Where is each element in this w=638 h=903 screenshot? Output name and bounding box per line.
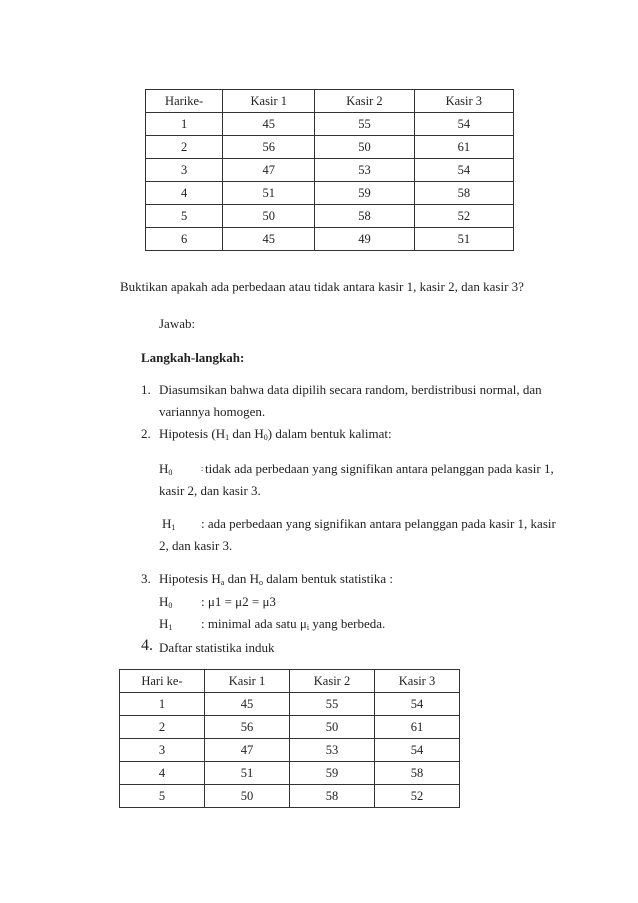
table-cell: 56 (223, 136, 315, 159)
table-row (146, 113, 514, 136)
table-row (120, 693, 460, 716)
stat-h0-text: : μ1 = μ2 = μ3 (201, 594, 276, 609)
table-cell: 52 (375, 785, 460, 808)
table-cell: 51 (414, 228, 513, 251)
table-cell: 61 (375, 716, 460, 739)
table-cell: 6 (146, 228, 223, 251)
table-cell: 5 (146, 205, 223, 228)
column-header: Harike- (146, 90, 223, 113)
table-row (146, 159, 514, 182)
table-cell: 59 (290, 762, 375, 785)
h0-symbol: $H_0$ (159, 461, 173, 477)
steps-heading: Langkah-langkah: (141, 350, 245, 365)
step-3-label-c: dalam bentuk statistika : (262, 571, 393, 586)
column-header: Kasir 2 (290, 670, 375, 693)
step-2-label-b: dan H (229, 426, 264, 441)
table-cell: 1 (120, 693, 205, 716)
data-table-1 (145, 89, 514, 251)
table-cell: 58 (290, 785, 375, 808)
table-cell: 49 (315, 228, 414, 251)
table-cell: 50 (290, 716, 375, 739)
h0-sentence-line-2: kasir 2, dan kasir 3. (159, 483, 261, 498)
table-cell: 53 (290, 739, 375, 762)
question-text: Buktikan apakah ada perbedaan atau tidak antara kasir 1, kasir 2, dan kasir 3? (120, 279, 524, 294)
step-number: 1. (141, 382, 151, 397)
step-3-label-a: Hipotesis H (159, 571, 221, 586)
table-cell: 53 (315, 159, 414, 182)
table-row (146, 228, 514, 251)
h0-colon: : (201, 464, 204, 473)
table-cell: 58 (414, 182, 513, 205)
h1-sentence-line-1: : ada perbedaan yang signifikan antara pelanggan pada kasir 1, kasir (201, 516, 556, 531)
table-cell: 47 (205, 739, 290, 762)
step-number: 3. (141, 571, 151, 586)
table-cell: 58 (315, 205, 414, 228)
table-cell: 50 (223, 205, 315, 228)
table-row (146, 182, 514, 205)
step-2-sub-1: 1 (225, 433, 230, 442)
table-cell: 56 (205, 716, 290, 739)
table-cell: 51 (205, 762, 290, 785)
table-row (146, 205, 514, 228)
step-2-label-c: ) dalam bentuk kalimat: (267, 426, 392, 441)
table-row (120, 762, 460, 785)
column-header: Hari ke- (120, 670, 205, 693)
table-cell: 54 (414, 159, 513, 182)
table-cell: 3 (146, 159, 223, 182)
table-row (120, 739, 460, 762)
table-cell: 50 (315, 136, 414, 159)
table-cell: 58 (375, 762, 460, 785)
table-header-row (120, 670, 460, 693)
table-cell: 54 (375, 739, 460, 762)
table-cell: 4 (120, 762, 205, 785)
table-row (146, 136, 514, 159)
step-2-label-a: Hipotesis (H (159, 426, 226, 441)
stat-h1-text: : minimal ada satu $\mu_i$ yang berbeda. (201, 616, 386, 632)
table-cell: 45 (223, 228, 315, 251)
table-cell: 1 (146, 113, 223, 136)
step-number: 2. (141, 426, 151, 441)
table-cell: 45 (223, 113, 315, 136)
table-cell: 2 (146, 136, 223, 159)
column-header: Kasir 3 (414, 90, 513, 113)
table-cell: 45 (205, 693, 290, 716)
stat-h1-symbol: $H_1$ (159, 616, 173, 632)
step-1-line-2: variannya homogen. (159, 404, 266, 419)
column-header: Kasir 1 (205, 670, 290, 693)
table-cell: 5 (120, 785, 205, 808)
table-cell: 2 (120, 716, 205, 739)
table-cell: 55 (315, 113, 414, 136)
answer-label: Jawab: (159, 316, 196, 331)
h0-sentence-line-1: tidak ada perbedaan yang signifikan antara pelanggan pada kasir 1, (205, 461, 554, 476)
table-cell: 54 (375, 693, 460, 716)
table-cell: 47 (223, 159, 315, 182)
step-3-text (159, 572, 393, 587)
column-header: Kasir 3 (375, 670, 460, 693)
table-cell: 54 (414, 113, 513, 136)
table-cell: 55 (290, 693, 375, 716)
table-row (120, 785, 460, 808)
step-3-label-b: dan H (224, 571, 259, 586)
table-header-row (146, 90, 514, 113)
table-cell: 3 (120, 739, 205, 762)
h1-sentence-line-2: 2, dan kasir 3. (159, 538, 233, 553)
table-cell: 61 (414, 136, 513, 159)
table-row (120, 716, 460, 739)
column-header: Kasir 1 (223, 90, 315, 113)
h1-symbol: $H_1$ (162, 516, 176, 532)
step-4-text: Daftar statistika induk (159, 640, 275, 655)
step-number: 4. (141, 637, 153, 654)
column-header: Kasir 2 (315, 90, 414, 113)
step-2-sub-0: 0 (263, 433, 268, 442)
table-cell: 51 (223, 182, 315, 205)
stat-h0-symbol: $H_0$ (159, 594, 173, 610)
step-3-sub-o: o (258, 578, 263, 587)
table-cell: 59 (315, 182, 414, 205)
step-2-text (159, 427, 392, 442)
table-cell: 50 (205, 785, 290, 808)
table-cell: 52 (414, 205, 513, 228)
step-1-line-1: Diasumsikan bahwa data dipilih secara random, berdistribusi normal, dan (159, 382, 542, 397)
data-table-2 (119, 669, 460, 808)
step-3-sub-a: a (220, 578, 225, 587)
table-cell: 4 (146, 182, 223, 205)
